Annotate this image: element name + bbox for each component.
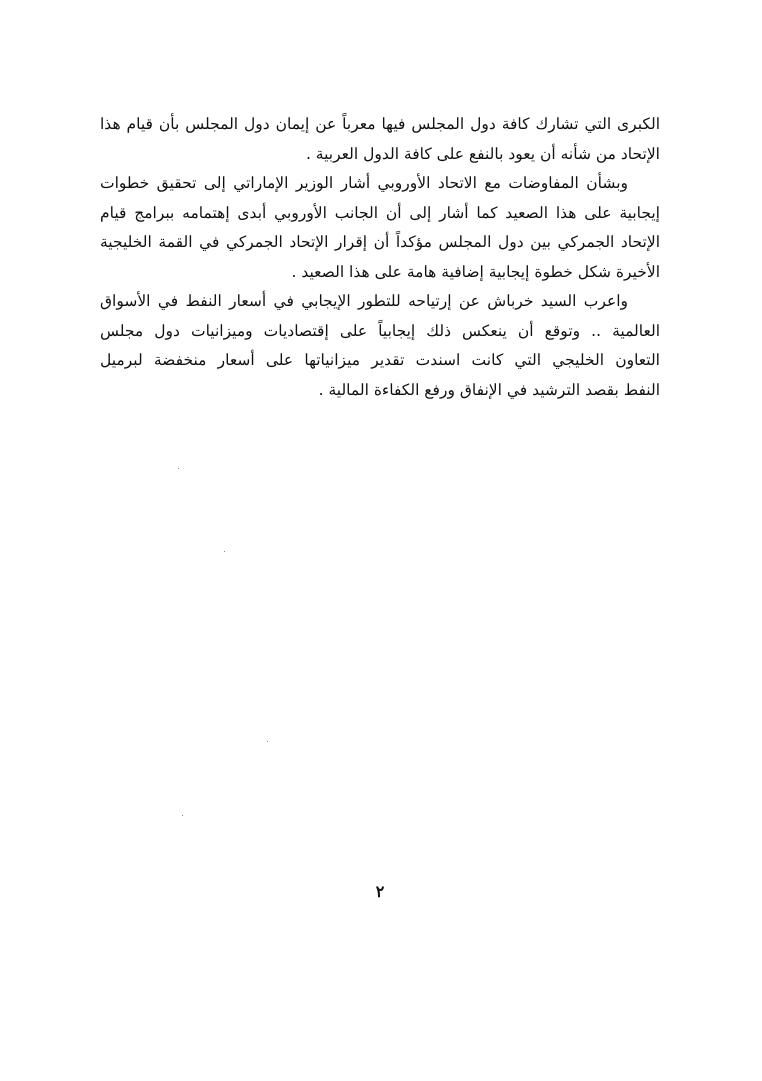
scan-speck xyxy=(267,741,268,742)
paragraph-2-line-2: إيجابية على هذا الصعيد كما أشار إلى أن الجانب الأوروبي أبدى إهتمامه ببرامج قيام xyxy=(100,203,660,222)
page-number: ٢ xyxy=(375,882,385,901)
paragraph-2-line-3: الإتحاد الجمركي بين دول المجلس مؤكداً أن إقرار الإتحاد الجمركي في القمة الخليجية xyxy=(100,233,660,251)
scan-speck xyxy=(224,551,225,552)
paragraph-1-line-2: الإتحاد من شأنه أن يعود بالنفع على كافة الدول العربية . xyxy=(305,144,660,163)
body-text xyxy=(100,110,660,405)
scan-speck xyxy=(182,815,183,816)
scan-speck xyxy=(178,468,179,469)
paragraph-2-line-1: وبشأن المفاوضات مع الاتحاد الأوروبي أشار الوزير الإماراتي إلى تحقيق خطوات xyxy=(100,174,628,192)
paragraph-3-line-3: التعاون الخليجي التي كانت اسندت تقدير ميزانياتها على أسعار منخفضة لبرميل xyxy=(100,351,660,369)
paragraph-3-line-1: واعرب السيد خرباش عن إرتياحه للتطور الإيجابي في أسعار النفط في الأسواق xyxy=(100,292,628,310)
paragraph-1-line-1: الكبرى التي تشارك كافة دول المجلس فيها معرباً عن إيمان دول المجلس بأن قيام هذا xyxy=(100,115,660,133)
paragraph-2-line-4: الأخيرة شكل خطوة إيجابية إضافية هامة على هذا الصعيد . xyxy=(291,262,660,281)
paragraph-3-line-4: النفط بقصد الترشيد في الإنفاق ورفع الكفاءة المالية . xyxy=(318,380,660,399)
paragraph-3-line-2: العالمية .. وتوقع أن ينعكس ذلك إيجابياً على إقتصاديات وميزانيات دول مجلس xyxy=(100,321,660,340)
